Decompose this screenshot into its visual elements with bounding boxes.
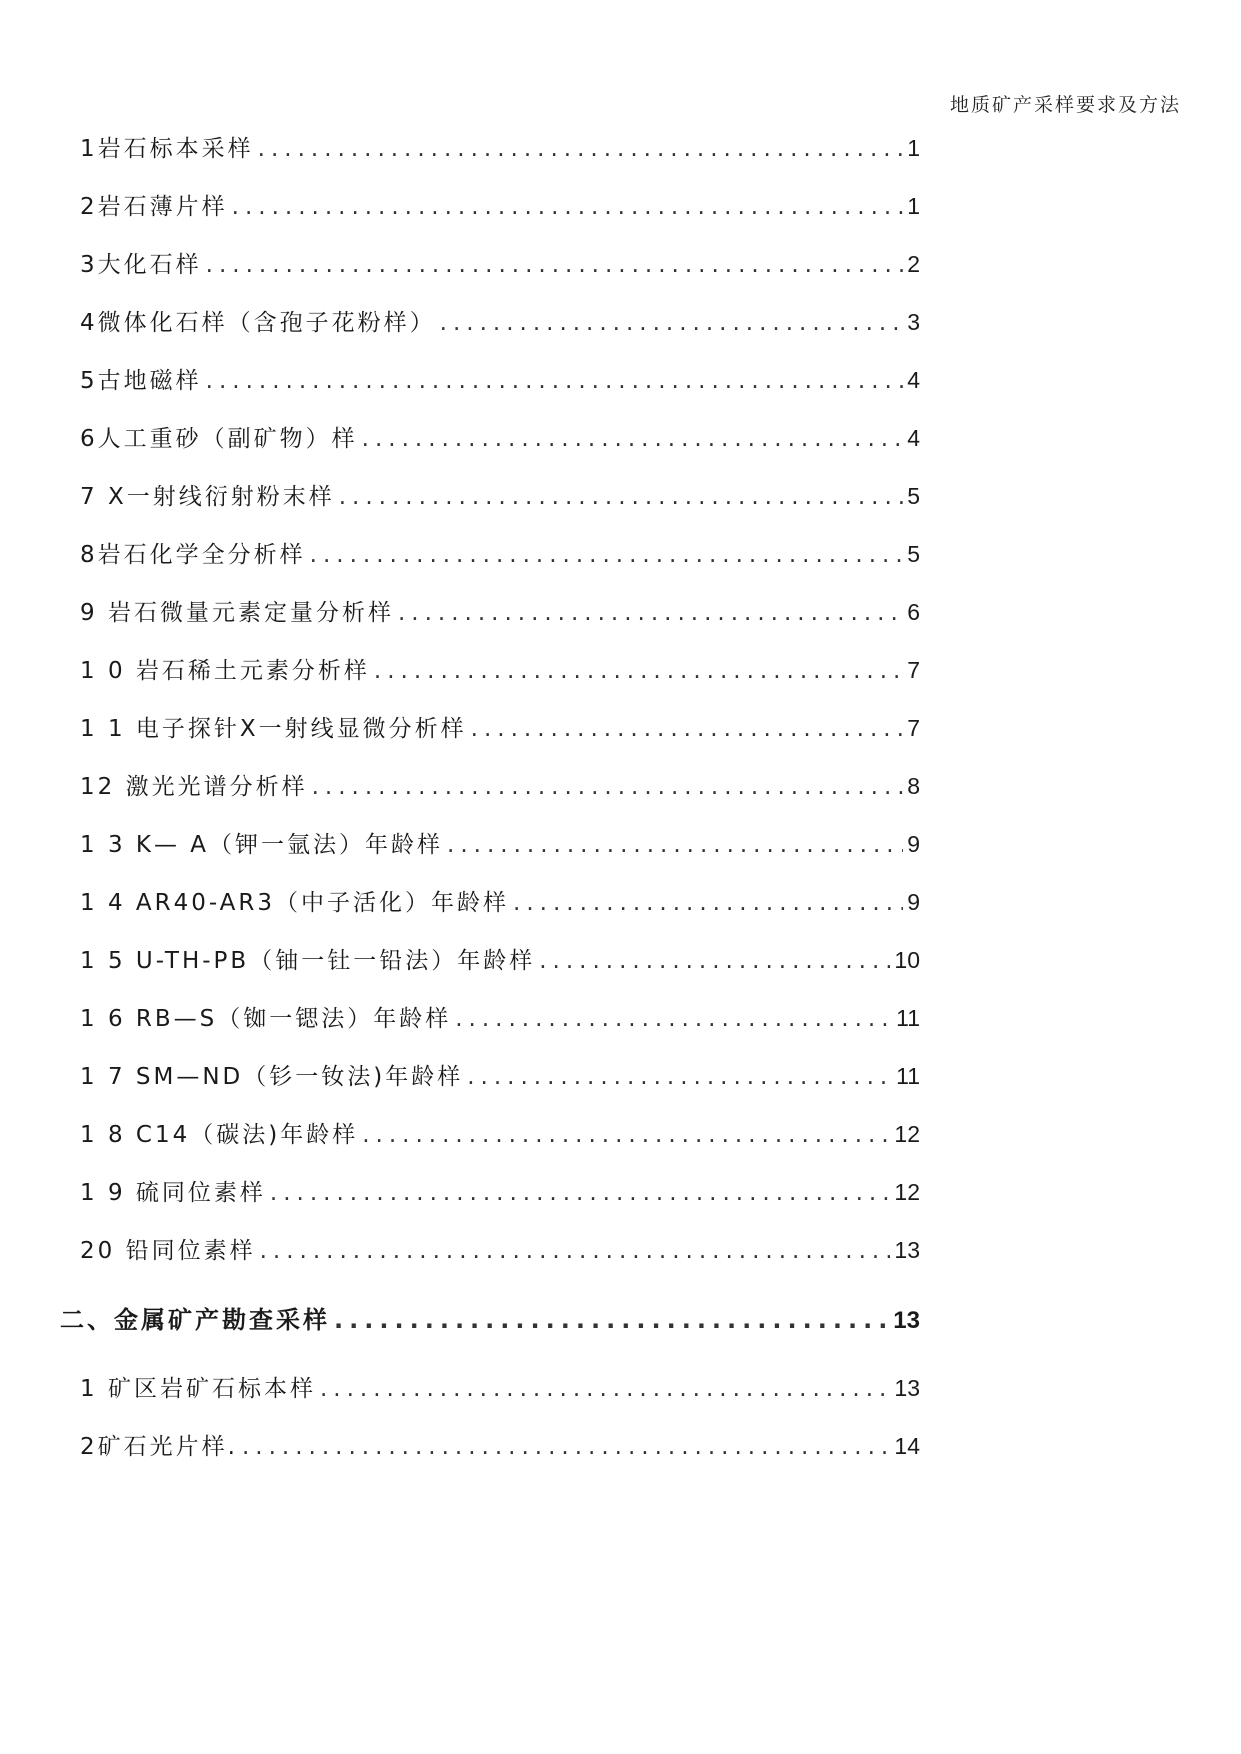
toc-entry-label: 3大化石样 [80,252,202,278]
toc-entry[interactable] [80,1058,920,1092]
toc-section-entry[interactable] [60,1300,920,1334]
toc-entry-label: 4微体化石样（含孢子花粉样） [80,310,436,336]
toc-page-number: 7 [907,715,920,741]
toc-page-number: 8 [907,773,920,799]
toc-page-number: 11 [896,1005,920,1031]
toc-entry-label: 8岩石化学全分析样 [80,542,306,568]
toc-entry[interactable] [80,942,920,976]
toc-entry-label: 20 铅同位素样 [80,1238,256,1264]
toc-page-number: 1 [907,135,920,161]
toc-dot-leader [242,1434,890,1460]
toc-entry[interactable] [80,1428,920,1462]
toc-dot-leader [206,252,904,278]
toc-entry-label: 1 1 电子探针X一射线显微分析样 [80,716,467,742]
page-header-title: 地质矿产采样要求及方法 [949,94,1181,116]
toc-entry[interactable] [80,304,920,338]
toc-entry-label: 6人工重砂（副矿物）样 [80,426,358,452]
toc-page-number: 12 [894,1121,920,1147]
toc-dot-leader [339,484,904,510]
toc-dot-leader [258,136,904,162]
toc-entry[interactable] [80,246,920,280]
toc-dot-leader [440,310,904,336]
toc-entry-label: 9 岩石微量元素定量分析样 [80,600,394,626]
toc-entry-label: 1 5 U-TH-PB（铀一钍一铅法）年龄样 [80,948,536,974]
toc-entry[interactable] [80,826,920,860]
toc-entry-label: 5古地磁样 [80,368,202,394]
toc-dot-leader [362,426,904,452]
toc-dot-leader [270,1180,891,1206]
toc-page-number: 7 [907,657,920,683]
toc-page-number: 5 [907,541,920,567]
toc-entry[interactable] [80,536,920,570]
toc-page-number: 13 [894,1237,920,1263]
toc-dot-leader [467,1064,892,1090]
toc-page-number: 4 [907,367,920,393]
toc-page-number: 9 [907,889,920,915]
toc-entry[interactable] [80,710,920,744]
toc-entry-label: 1 6 RB—S（铷一锶法）年龄样 [80,1006,452,1032]
toc-page-number: 10 [894,947,920,973]
toc-dot-leader [455,1006,892,1032]
toc-section-label: 二、金属矿产勘查采样 [60,1306,330,1334]
toc-entry[interactable] [80,478,920,512]
toc-dot-leader [334,1306,889,1334]
toc-page-number: 3 [907,309,920,335]
toc-dot-leader [260,1238,891,1264]
toc-entry-label: 1 3 K— A（钾一氩法）年龄样 [80,832,444,858]
toc-entry-label: 1 4 AR40-AR3（中子活化）年龄样 [80,890,510,916]
toc-entry[interactable] [80,594,920,628]
toc-entry-label: 7 X一射线衍射粉末样 [80,484,335,510]
toc-page-number: 9 [907,831,920,857]
toc-dot-leader [513,890,903,916]
toc-page-number: 13 [893,1307,920,1334]
toc-dot-leader [320,1376,890,1402]
toc-entry[interactable] [80,362,920,396]
toc-entry[interactable] [80,652,920,686]
toc-page-number: 13 [894,1375,920,1401]
toc-entry[interactable] [80,884,920,918]
toc-dot-leader [398,600,903,626]
toc-entry-label: 1 0 岩石稀土元素分析样 [80,658,370,684]
toc-dot-leader [539,948,890,974]
toc-entry-label: 1 矿区岩矿石标本样 [80,1376,316,1402]
toc-dot-leader [310,542,904,568]
toc-entry-label: 12 激光光谱分析样 [80,774,308,800]
toc-dot-leader [206,368,904,394]
toc-entry[interactable] [80,1000,920,1034]
toc-page-number: 14 [894,1433,920,1459]
toc-entry[interactable] [80,1174,920,1208]
toc-entry-label: 2岩石薄片样 [80,194,228,220]
toc-page-number: 2 [907,251,920,277]
toc-page-number: 11 [896,1063,920,1089]
toc-dot-leader [362,1122,890,1148]
toc-entry[interactable] [80,768,920,802]
toc-entry[interactable] [80,130,920,164]
toc-entry-label: 1 8 C14（碳法)年龄样 [80,1122,359,1148]
toc-entry-label: 1 9 硫同位素样 [80,1180,266,1206]
toc-entry-label: 2矿石光片样. [80,1434,238,1460]
toc-dot-leader [232,194,904,220]
toc-page-number: 1 [907,193,920,219]
toc-entry[interactable] [80,420,920,454]
toc-dot-leader [374,658,903,684]
toc-dot-leader [447,832,903,858]
toc-page-number: 5 [907,483,920,509]
toc-entry-label: 1岩石标本采样 [80,136,254,162]
toc-entry-label: 1 7 SM—ND（钐一钕法)年龄样 [80,1064,464,1090]
toc-entry[interactable] [80,1116,920,1150]
toc-entry[interactable] [80,188,920,222]
toc-entry[interactable] [80,1232,920,1266]
toc-entry[interactable] [80,1370,920,1404]
toc-dot-leader [471,716,904,742]
toc-page-number: 4 [907,425,920,451]
toc-dot-leader [312,774,904,800]
toc-page-number: 12 [894,1179,920,1205]
toc-page-number: 6 [907,599,920,625]
